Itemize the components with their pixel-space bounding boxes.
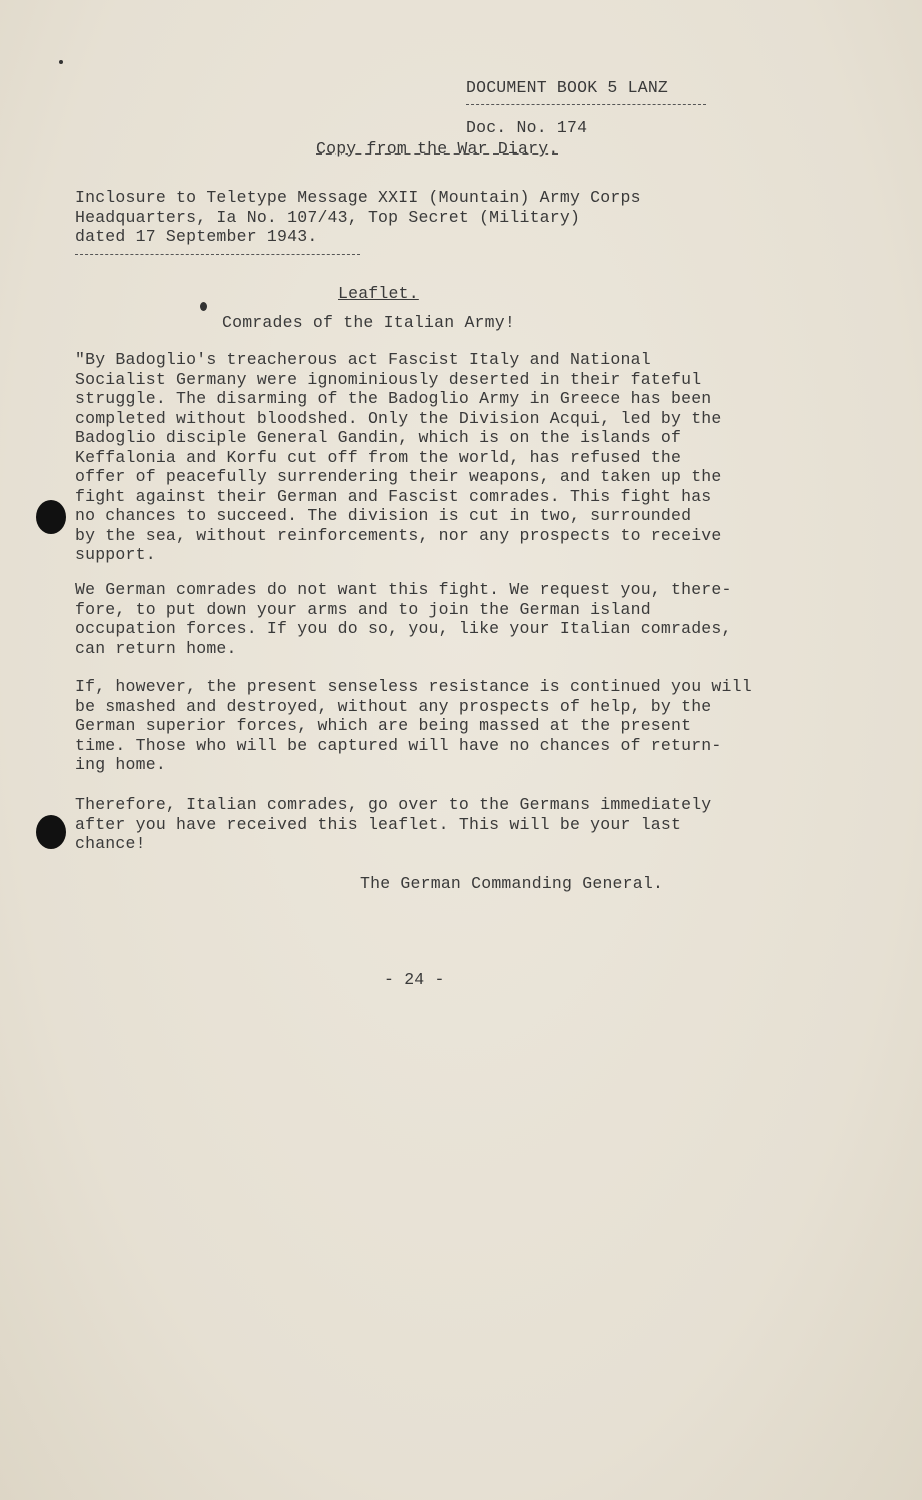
punch-hole	[36, 815, 66, 849]
document-book-header: DOCUMENT BOOK 5 LANZ	[466, 78, 669, 97]
ink-speck	[200, 302, 207, 311]
leaflet-subtitle: Comrades of the Italian Army!	[222, 313, 515, 332]
leaflet-paragraph-1: "By Badoglio's treacherous act Fascist Italy and National Socialist Germany were ignominiously deserted in their fateful struggle. The disarming of the Badoglio Army in Greece has been completed without bloodshed. Only the Division Acqui, led by the Badoglio disciple General Gandin, which is on the islands of Keffalonia and Korfu cut off from the world, has refused the offer of peacefully surrendering their weapons, and taken up the fight against their German and Fascist comrades. This fight has no chances to succeed. The division is cut in two, surrounded by the sea, without reinforcements, nor any prospects to receive support.	[75, 350, 722, 564]
signature-line: The German Commanding General.	[360, 874, 664, 893]
document-number: Doc. No. 174	[466, 118, 588, 137]
ink-speck	[59, 60, 63, 64]
copy-note: Copy from the War Diary.	[316, 139, 559, 158]
leaflet-title: Leaflet.	[338, 284, 419, 303]
page-number: - 24 -	[384, 970, 445, 989]
inclosure-divider	[75, 254, 360, 255]
leaflet-paragraph-3: If, however, the present senseless resistance is continued you will be smashed and destroyed, without any prospects of help, by the German superior forces, which are being massed at the present time. Those who will be captured will have no chances of return- ing home.	[75, 677, 752, 774]
header-divider	[466, 104, 706, 105]
punch-hole	[36, 500, 66, 534]
leaflet-paragraph-2: We German comrades do not want this fight. We request you, there- fore, to put down your arms and to join the German island occupation forces. If you do so, you, like your Italian comrades, can return home.	[75, 580, 732, 658]
leaflet-paragraph-4: Therefore, Italian comrades, go over to the Germans immediately after you have received this leaflet. This will be your last chance!	[75, 795, 712, 853]
inclosure-reference: Inclosure to Teletype Message XXII (Mountain) Army Corps Headquarters, Ia No. 107/43, Top Secret (Military) dated 17 September 1943.	[75, 188, 641, 246]
